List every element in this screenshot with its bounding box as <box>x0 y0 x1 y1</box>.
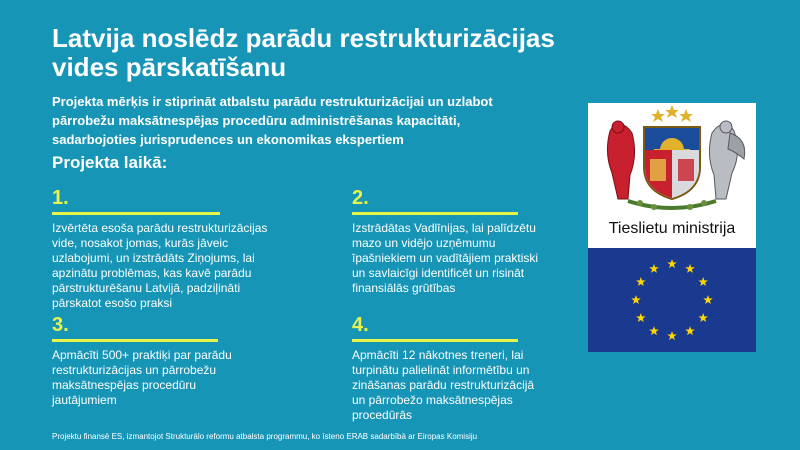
eu-star-icon <box>636 277 646 286</box>
result-number: 4. <box>352 314 369 336</box>
project-intro: Projekta mērķis ir stiprināt atbalstu parādu restrukturizācijai un uzlabot pārrobežu maksātnespējas procedūru administrēšanas kapacitāti, sadarbojoties jurisprudences un ekonomikas ekspertiem <box>52 94 493 147</box>
accent-underline <box>52 212 220 215</box>
result-item-2 <box>352 186 542 296</box>
eu-star-icon <box>667 259 677 268</box>
eu-star-icon <box>698 313 708 322</box>
eu-star-icon <box>685 264 695 273</box>
page-title: Latvija noslēdz parādu restrukturizācijas vides pārskatīšanu <box>52 23 555 82</box>
eu-flag-icon <box>588 248 756 352</box>
eu-star-ring <box>588 248 756 352</box>
eu-star-icon <box>636 313 646 322</box>
latvia-coat-of-arms-icon <box>588 103 756 215</box>
result-item-1 <box>52 186 284 311</box>
eu-star-icon <box>703 295 713 304</box>
during-project-heading: Projekta laikā: <box>52 153 168 172</box>
result-item-3 <box>52 313 242 408</box>
funding-footer: Projektu finansē ES, izmantojot Strukturālo reformu atbalsta programmu, ko īsteno ERAB sadarbībā ar Eiropas Komisiju <box>52 432 478 441</box>
result-item-4 <box>352 313 542 423</box>
accent-underline <box>52 339 218 342</box>
eu-star-icon <box>667 331 677 340</box>
eu-star-icon <box>649 264 659 273</box>
ministry-logo-panel <box>588 103 756 352</box>
result-number: 2. <box>352 187 369 209</box>
result-text: Apmācīti 12 nākotnes treneri, lai turpinātu palielināt informētību un zināšanas parādu restrukturizācijā un pārrobežo maksātnespējas procedūrās <box>352 348 535 422</box>
result-text: Izvērtēta esoša parādu restrukturizācijas vide, nosakot jomas, kurās jāveic uzlabojumi, un izstrādāts Ziņojums, lai apzinātu problēmas, kas kavē parādu pārstrukturēšanu Latvijā, padziļināti pārskatot esošo praksi <box>52 221 268 310</box>
eu-star-icon <box>649 326 659 335</box>
eu-star-icon <box>698 277 708 286</box>
eu-star-icon <box>685 326 695 335</box>
accent-underline <box>352 339 518 342</box>
eu-star-icon <box>631 295 641 304</box>
result-number: 3. <box>52 314 69 336</box>
ministry-name: Tieslietu ministrija <box>608 220 736 237</box>
accent-underline <box>352 212 518 215</box>
result-text: Izstrādātas Vadlīnijas, lai palīdzētu mazo un vidējo uzņēmumu īpašniekiem un vadītājiem praktiski un savlaicīgi identificēt un risināt finansiālās grūtības <box>352 221 539 295</box>
result-number: 1. <box>52 187 69 209</box>
result-text: Apmācīti 500+ praktiķi par parādu restrukturizācijas un pārrobežu maksātnespējas procedūru jautājumiem <box>52 348 232 407</box>
